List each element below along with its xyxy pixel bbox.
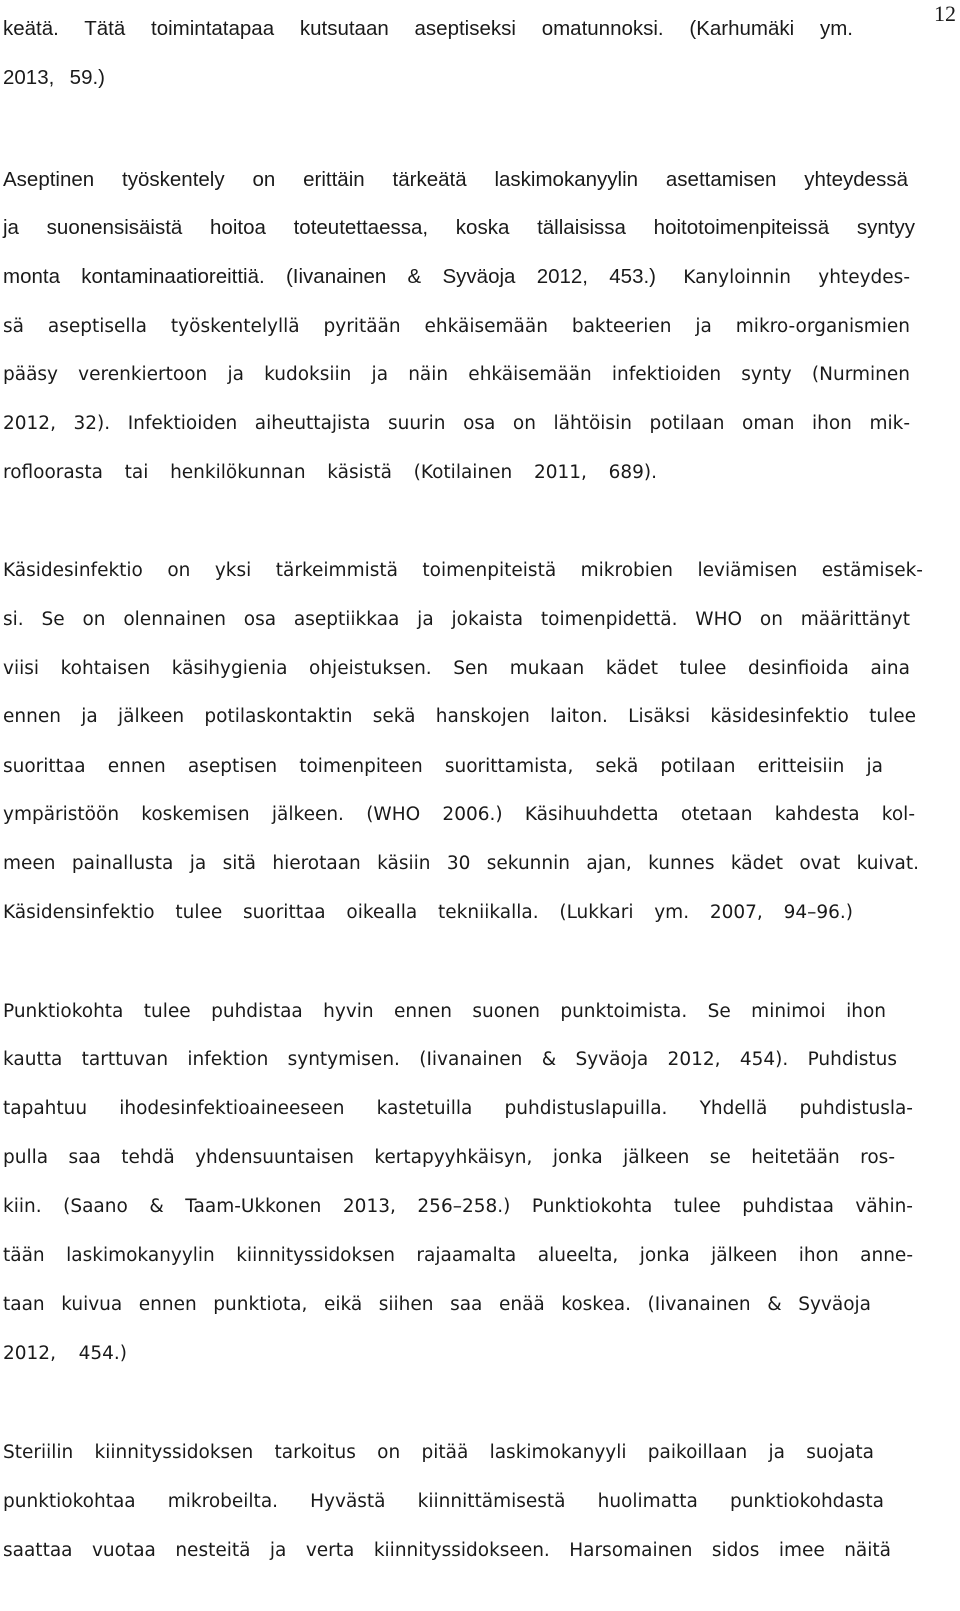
text-segment: pulla saa tehdä yhdensuuntaisen kertapyyhkäisyn, jonka jälkeen se heitetään ros- [3,1147,895,1168]
text-segment: tapahtuu ihodesinfektioaineeseen kastetuilla puhdistuslapuilla. Yhdellä puhdistusla- [3,1098,913,1119]
text-line [3,554,923,586]
text-line [3,1043,897,1075]
text-segment: Aseptinen työskentely on erittäin tärkeätä laskimokanyylin asettamisen yhteydessä [3,168,908,191]
text-segment: Steriilin kiinnityssidoksen tarkoitus on pitää laskimokanyyli paikoillaan ja suojata [3,1442,874,1463]
text-segment: saattaa vuotaa nesteitä ja verta kiinnityssidokseen. Harsomainen sidos imee näitä [3,1540,891,1561]
text-segment: 2013, 59.) [3,66,105,89]
text-segment: taan kuivua ennen punktiota, eikä siihen saa enää koskea. (Iivanainen & Syväoja [3,1294,871,1315]
text-line [3,1190,913,1222]
text-line [3,1288,871,1320]
text-line [3,995,886,1027]
text-segment: tään laskimokanyylin kiinnityssidoksen rajaamalta alueelta, jonka jälkeen ihon anne- [3,1245,913,1266]
text-segment: ympäristöön koskemisen jälkeen. (WHO 2006.) Käsihuuhdetta otetaan kahdesta kol- [3,804,915,825]
text-line [3,1485,884,1517]
text-line [3,896,853,928]
text-segment: kiin. (Saano & Taam-Ukkonen 2013, 256–258.) Punktiokohta tulee puhdistaa vähin- [3,1196,913,1217]
text-line [3,652,910,684]
text-segment: 2012, 454.) [3,1343,127,1364]
text-line [3,164,908,195]
text-line [3,1534,891,1566]
text-segment: Käsidesinfektio on yksi tärkeimmistä toimenpiteistä mikrobien leviämisen estämisek- [3,560,923,581]
text-segment: ennen ja jälkeen potilaskontaktin sekä hanskojen laiton. Lisäksi käsidesinfektio tulee [3,706,916,727]
text-line [3,1436,874,1468]
text-line [3,62,105,93]
text-segment: punktiokohtaa mikrobeilta. Hyvästä kiinnittämisestä huolimatta punktiokohdasta [3,1491,884,1512]
text-line [3,700,916,732]
text-line [3,407,910,439]
text-line [3,13,853,44]
text-segment: 2012, 32). Infektioiden aiheuttajista suurin osa on lähtöisin potilaan oman ihon mik- [3,413,910,434]
text-line [3,358,910,390]
page-number: 12 [934,1,956,26]
text-line [3,261,910,293]
text-segment: keätä. Tätä toimintatapaa kutsutaan aseptiseksi omatunnoksi. (Karhumäki ym. [3,17,853,40]
text-segment: monta kontaminaatioreittiä. (Iivanainen & Syväoja 2012, 453.) [3,265,656,288]
text-segment: ja suonensisäistä hoitoa toteutettaessa, koska tällaisissa hoitotoimenpiteissä syntyy [3,216,915,239]
text-line [3,310,910,342]
text-line [3,456,657,488]
text-segment: meen painallusta ja sitä hierotaan käsiin 30 sekunnin ajan, kunnes kädet ovat kuivat. [3,853,919,874]
text-line [3,1239,913,1271]
text-segment: sä aseptisella työskentelyllä pyritään ehkäisemään bakteerien ja mikro-organismien [3,316,910,337]
text-segment: suorittaa ennen aseptisen toimenpiteen suorittamista, sekä potilaan eritteisiin ja [3,756,883,777]
text-segment: viisi kohtaisen käsihygienia ohjeistuksen. Sen mukaan kädet tulee desinfioida aina [3,658,910,679]
text-segment: pääsy verenkiertoon ja kudoksiin ja näin ehkäisemään infektioiden synty (Nurminen [3,364,910,385]
text-line [3,847,919,879]
text-line [3,212,915,243]
text-segment: si. Se on olennainen osa aseptiikkaa ja jokaista toimenpidettä. WHO on määrittänyt [3,609,910,630]
text-segment: rofloorasta tai henkilökunnan käsistä (Kotilainen 2011, 689). [3,462,657,483]
text-segment: Käsidensinfektio tulee suorittaa oikealla tekniikalla. (Lukkari ym. 2007, 94–96.) [3,902,853,923]
text-line [3,750,883,782]
text-segment: kautta tarttuvan infektion syntymisen. (Iivanainen & Syväoja 2012, 454). Puhdistus [3,1049,897,1070]
text-segment: Punktiokohta tulee puhdistaa hyvin ennen suonen punktoimista. Se minimoi ihon [3,1001,886,1022]
text-line [3,603,910,635]
text-line [3,1092,913,1124]
text-line [3,798,915,830]
text-segment: Kanyloinnin yhteydes- [656,267,910,288]
text-line [3,1337,127,1369]
text-line [3,1141,895,1173]
